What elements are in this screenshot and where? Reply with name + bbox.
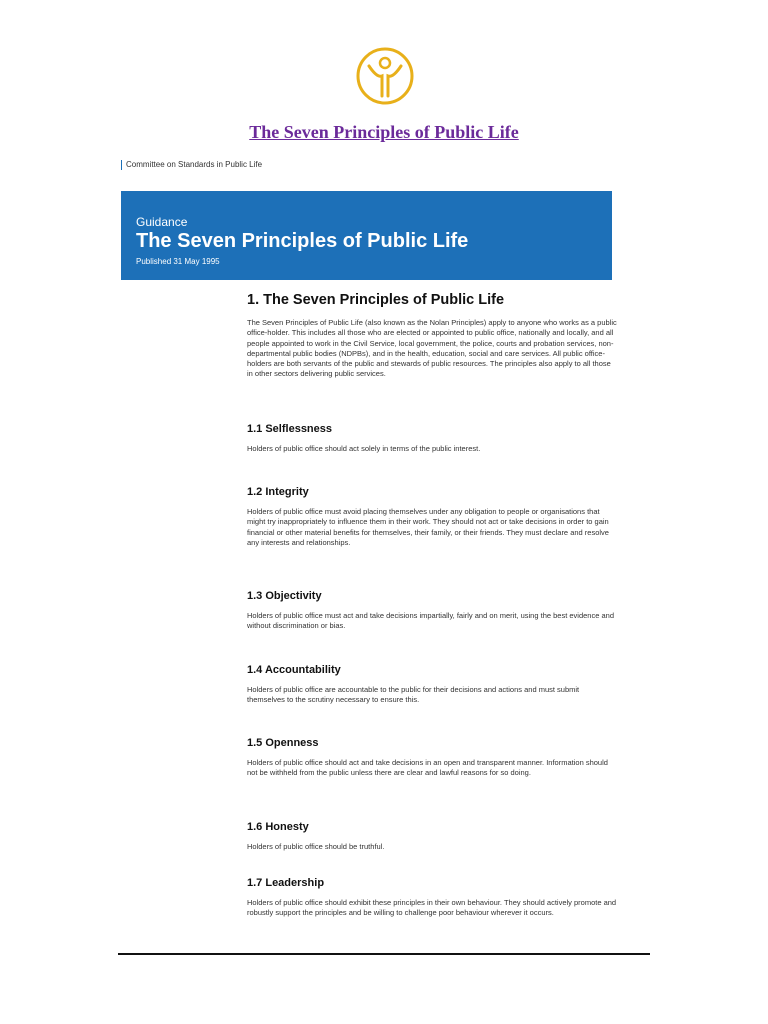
principle-text-integrity: Holders of public office must avoid placing themselves under any obligation to people or organisations that might try inappropriately to influence them in their work. They should not act or take decisions in order to gain financial or other material benefits for themselves, their family, or their friends. They must declare and resolve any interests and relationships. — [247, 507, 609, 547]
principle-heading-objectivity: 1.3 Objectivity — [247, 590, 322, 602]
banner-kicker: Guidance — [136, 215, 188, 229]
principle-heading-selflessness: 1.1 Selflessness — [247, 423, 333, 435]
principle-heading-accountability: 1.4 Accountability — [247, 664, 341, 676]
section-intro-block — [247, 292, 617, 380]
principle-text-selflessness: Holders of public office should act solely in terms of the public interest. — [247, 444, 481, 453]
emblem-logo-icon — [355, 46, 415, 106]
document-title: The Seven Principles of Public Life — [249, 122, 519, 142]
principle-text-leadership: Holders of public office should exhibit these principles in their own behaviour. They should actively promote and robustly support the principles and be willing to challenge poor behaviour wherever it occurs. — [247, 898, 617, 918]
principle-heading-integrity: 1.2 Integrity — [247, 486, 309, 498]
banner-published-date: Published 31 May 1995 — [136, 257, 220, 266]
bottom-divider — [118, 953, 650, 955]
guidance-banner — [121, 191, 612, 280]
principle-text-honesty: Holders of public office should be truthful. — [247, 842, 385, 851]
principle-text-accountability: Holders of public office are accountable to the public for their decisions and actions and must submit themselves to the scrutiny necessary to ensure this. — [247, 685, 580, 705]
principle-text-openness: Holders of public office should act and take decisions in an open and transparent manner. Information should not be withheld from the public unless there are clear and lawful reasons for so doing. — [247, 758, 608, 778]
principle-heading-honesty: 1.6 Honesty — [247, 821, 309, 833]
banner-title: The Seven Principles of Public Life — [136, 230, 469, 252]
committee-name: Committee on Standards in Public Life — [121, 160, 286, 170]
principle-heading-leadership: 1.7 Leadership — [247, 877, 325, 889]
principle-heading-openness: 1.5 Openness — [247, 737, 319, 749]
principle-text-objectivity: Holders of public office must act and take decisions impartially, fairly and on merit, using the best evidence and without discrimination or bias. — [247, 611, 614, 631]
section-intro: The Seven Principles of Public Life (also known as the Nolan Principles) apply to anyone who works as a public office-holder. This includes all those who are elected or appointed to public office, nationally and locally, and all people appointed to work in the Civil Service, local government, the police, courts and probation services, non-departmental public bodies (NDPBs), and in the health, education, social and care services. All public office-holders are both servants of the public and stewards of public resources. The principles also apply to all those in other sectors delivering public services. — [247, 318, 617, 379]
section-heading: 1. The Seven Principles of Public Life — [247, 292, 505, 308]
